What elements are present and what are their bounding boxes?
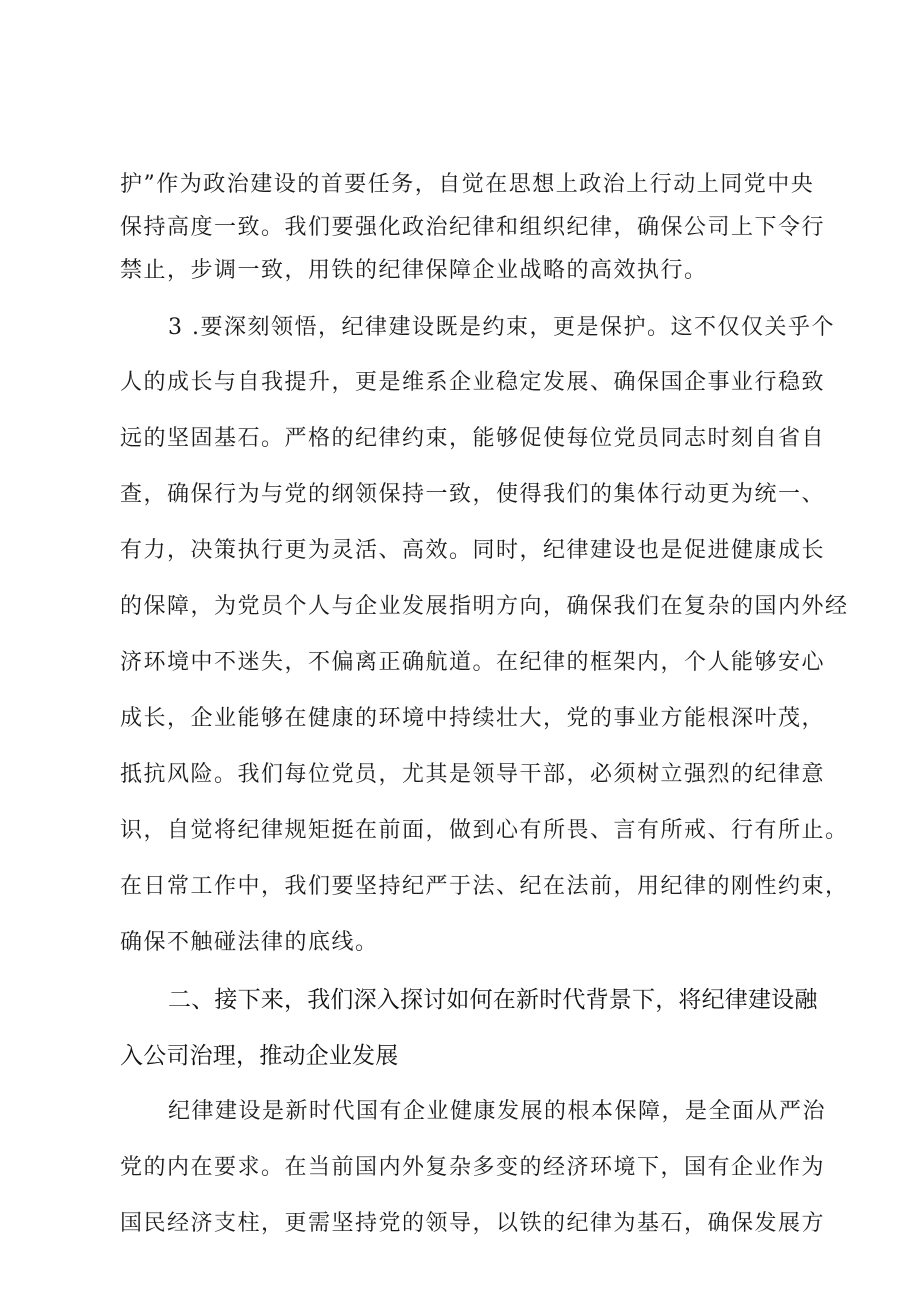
body-line: 识，自觉将纪律规矩挺在前面，做到心有所畏、言有所戒、行有所止。 [120, 818, 849, 843]
body-line: 查，确保行为与党的纲领保持一致，使得我们的集体行动更为统一、 [120, 482, 826, 507]
body-line: 在日常工作中，我们要坚持纪严于法、纪在法前，用纪律的刚性约束， [120, 874, 849, 899]
section-heading: 二、接下来，我们深入探讨如何在新时代背景下，将纪律建设融 [168, 987, 818, 1013]
body-line: 护”作为政治建设的首要任务，自觉在思想上政治上行动上同党中央 [120, 172, 815, 197]
body-line: 的保障，为党员个人与企业发展指明方向，确保我们在复杂的国内外经 [120, 594, 849, 619]
body-line: 确保不触碰法律的底线。 [120, 930, 379, 955]
body-line: 成长，企业能够在健康的环境中持续壮大，党的事业方能根深叶茂， [120, 706, 826, 731]
section-heading-continued: 入公司治理，推动企业发展 [120, 1043, 399, 1069]
body-line: 禁止，步调一致，用铁的纪律保障企业战略的高效执行。 [120, 258, 708, 283]
paragraph-first-line: 3 .要深刻领悟，纪律建设既是约束，更是保护。这不仅仅关乎个 [168, 315, 835, 340]
paragraph-first-line: 纪律建设是新时代国有企业健康发展的根本保障，是全面从严治 [168, 1099, 827, 1124]
body-line: 抵抗风险。我们每位党员，尤其是领导干部，必须树立强烈的纪律意 [120, 762, 826, 787]
body-line: 国民经济支柱，更需坚持党的领导，以铁的纪律为基石，确保发展方 [120, 1211, 826, 1236]
body-line: 党的内在要求。在当前国内外复杂多变的经济环境下，国有企业作为 [120, 1155, 826, 1180]
body-line: 济环境中不迷失，不偏离正确航道。在纪律的框架内，个人能够安心 [120, 650, 826, 675]
body-line: 远的坚固基石。严格的纪律约束，能够促使每位党员同志时刻自省自 [120, 426, 826, 451]
body-line: 有力，决策执行更为灵活、高效。同时，纪律建设也是促进健康成长 [120, 538, 826, 563]
body-line: 人的成长与自我提升，更是维系企业稳定发展、确保国企事业行稳致 [120, 370, 826, 395]
body-line: 保持高度一致。我们要强化政治纪律和组织纪律，确保公司上下令行 [120, 215, 826, 240]
